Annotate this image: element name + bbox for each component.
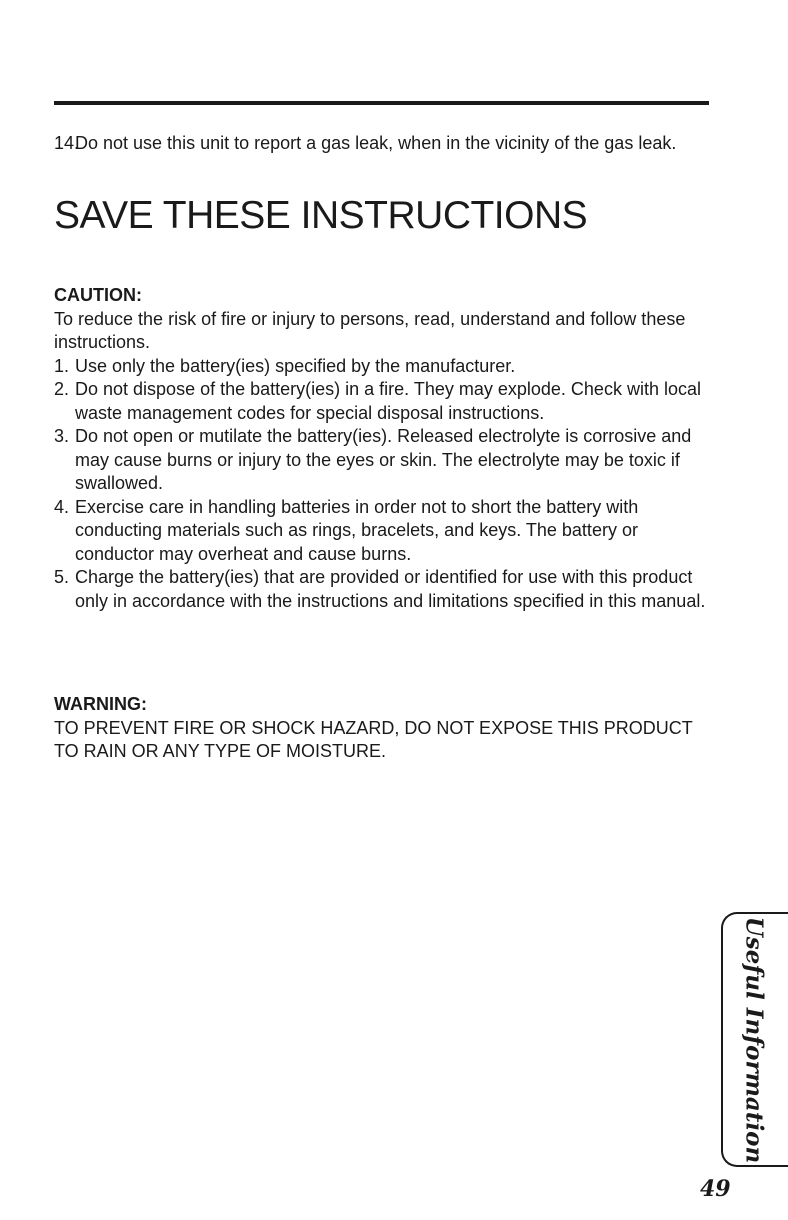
- caution-heading: CAUTION:: [54, 285, 142, 305]
- caution-list-item: [54, 496, 714, 567]
- warning-heading: WARNING:: [54, 694, 147, 714]
- item-number: 1.: [54, 355, 70, 376]
- item-text: Do not open or mutilate the battery(ies). Released electrolyte is corrosive and may cause burns or injury to the eyes or skin. The electrolyte may be toxic if swallowed.: [75, 426, 692, 493]
- item-number: 5.: [54, 567, 70, 587]
- item-number: 2.: [54, 379, 70, 399]
- item-number: 14.: [54, 133, 80, 153]
- warning-section: [54, 693, 714, 764]
- item-text: Charge the battery(ies) that are provided or identified for use with this product only in accordance with the instructions and limitations specified in this manual.: [75, 567, 706, 611]
- section-title: SAVE THESE INSTRUCTIONS: [54, 194, 588, 237]
- caution-list-item: [54, 378, 714, 425]
- caution-list-item: [54, 566, 714, 613]
- item-text: Use only the battery(ies) specified by the manufacturer.: [75, 355, 516, 376]
- item-text: Exercise care in handling batteries in order not to short the battery with conducting materials such as rings, bracelets, and keys. The battery or conductor may overheat and cause burns.: [75, 496, 639, 564]
- item-text: Do not use this unit to report a gas leak, when in the vicinity of the gas leak.: [75, 133, 677, 153]
- side-tab-label: Useful Information: [740, 916, 768, 1164]
- caution-list-item: [54, 425, 714, 496]
- instruction-item-14: [54, 132, 714, 156]
- item-number: 3.: [54, 426, 70, 446]
- caution-intro: To reduce the risk of fire or injury to persons, read, understand and follow these instructions.: [54, 308, 686, 352]
- top-divider-rule: [54, 101, 709, 105]
- item-text: Do not dispose of the battery(ies) in a fire. They may explode. Check with local waste management codes for special disposal instructions.: [75, 379, 701, 423]
- page-number: 49: [700, 1176, 731, 1202]
- item-number: 4.: [54, 496, 70, 517]
- caution-list: [54, 355, 714, 614]
- warning-text: TO PREVENT FIRE OR SHOCK HAZARD, DO NOT EXPOSE THIS PRODUCT TO RAIN OR ANY TYPE OF MOISTURE.: [54, 717, 693, 761]
- caution-section: [54, 284, 714, 613]
- caution-list-item: [54, 355, 714, 379]
